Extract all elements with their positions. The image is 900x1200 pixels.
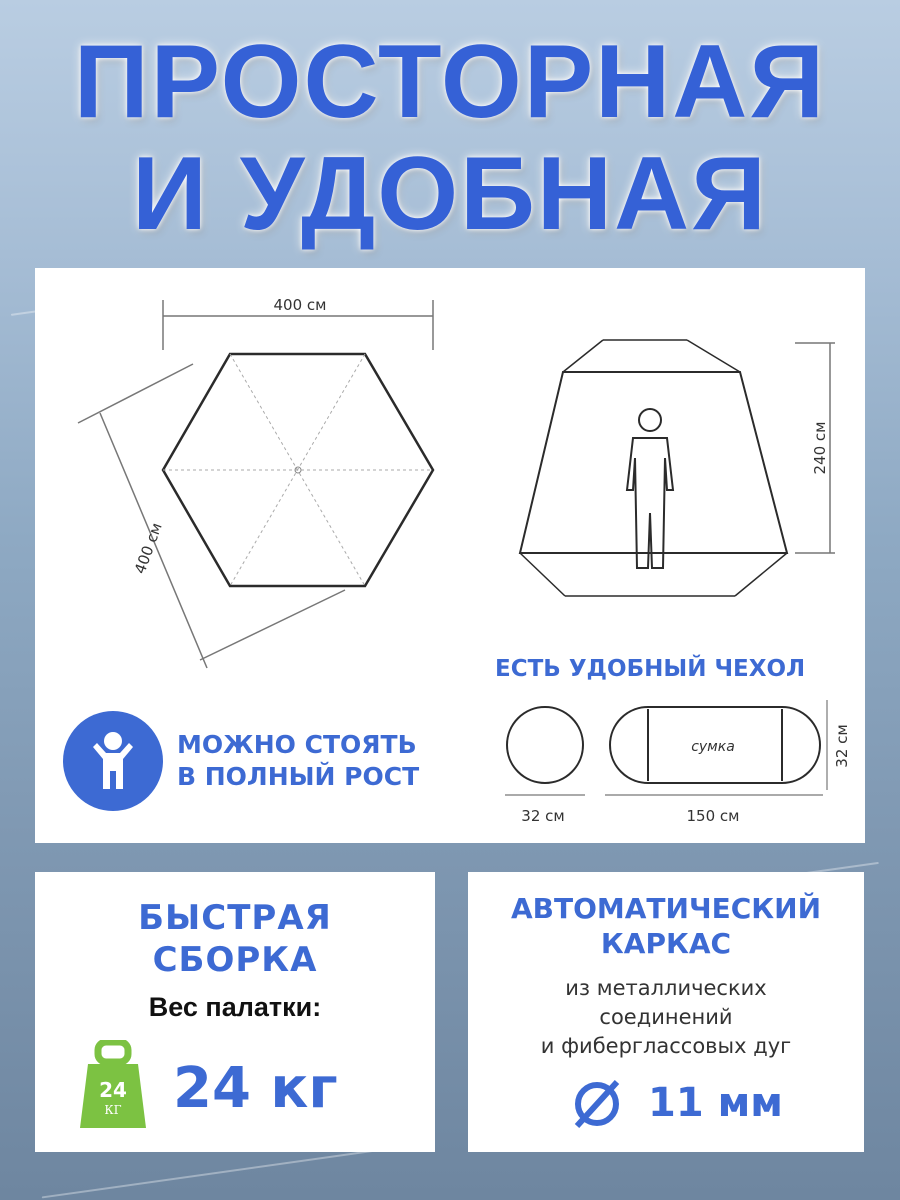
headline-line-1: ПРОСТОРНАЯ bbox=[73, 24, 827, 140]
case-end-circle bbox=[507, 707, 583, 783]
tent-floor-edge bbox=[520, 553, 565, 596]
case-length-label: 150 см bbox=[686, 807, 740, 825]
frame-desc-line-2: соединений bbox=[599, 1005, 733, 1029]
tent-side-view bbox=[520, 372, 787, 553]
weight-icon-unit: КГ bbox=[104, 1103, 122, 1117]
assembly-panel bbox=[35, 872, 435, 1152]
frame-title-line-1: АВТОМАТИЧЕСКИЙ bbox=[510, 892, 822, 925]
weight-value: 24 кг bbox=[173, 1056, 338, 1121]
person-silhouette-icon bbox=[627, 409, 673, 568]
frame-title-line-2: КАРКАС bbox=[600, 927, 732, 960]
case-diameter-label: 32 см bbox=[521, 807, 565, 825]
stand-text-line-1: МОЖНО СТОЯТЬ bbox=[177, 730, 417, 759]
diagram-panel bbox=[35, 268, 865, 843]
case-height-label: 32 см bbox=[833, 724, 851, 768]
weight-icon-number: 24 bbox=[99, 1078, 127, 1102]
stand-badge bbox=[63, 711, 163, 811]
side-dimension-tick-bottom bbox=[200, 590, 345, 660]
headline-line-2: И УДОБНАЯ bbox=[132, 136, 768, 252]
tent-floor-edge bbox=[735, 553, 787, 596]
case-bag-label: сумка bbox=[691, 739, 735, 755]
top-width-label: 400 см bbox=[273, 296, 327, 314]
frame-desc-line-1: из металлических bbox=[565, 976, 767, 1000]
frame-desc-line-3: и фиберглассовых дуг bbox=[540, 1034, 792, 1058]
assembly-title-line-2: СБОРКА bbox=[152, 940, 318, 980]
case-title: ЕСТЬ УДОБНЫЙ ЧЕХОЛ bbox=[495, 656, 806, 682]
child-stand-icon bbox=[63, 711, 163, 811]
weight-label: Вес палатки: bbox=[148, 992, 322, 1022]
assembly-title-line-1: БЫСТРАЯ bbox=[138, 898, 332, 938]
diameter-value: 11 мм bbox=[648, 1080, 783, 1126]
diameter-icon bbox=[571, 1078, 623, 1130]
tent-roof-edge bbox=[563, 340, 603, 372]
frame-panel bbox=[468, 872, 864, 1152]
side-dimension-tick-top bbox=[78, 364, 193, 423]
tent-roof-edge bbox=[687, 340, 740, 372]
weight-icon bbox=[80, 1040, 146, 1128]
side-width-label: 400 см bbox=[130, 520, 166, 577]
stand-text-line-2: В ПОЛНЫЙ РОСТ bbox=[177, 762, 420, 791]
height-label: 240 см bbox=[811, 421, 829, 475]
